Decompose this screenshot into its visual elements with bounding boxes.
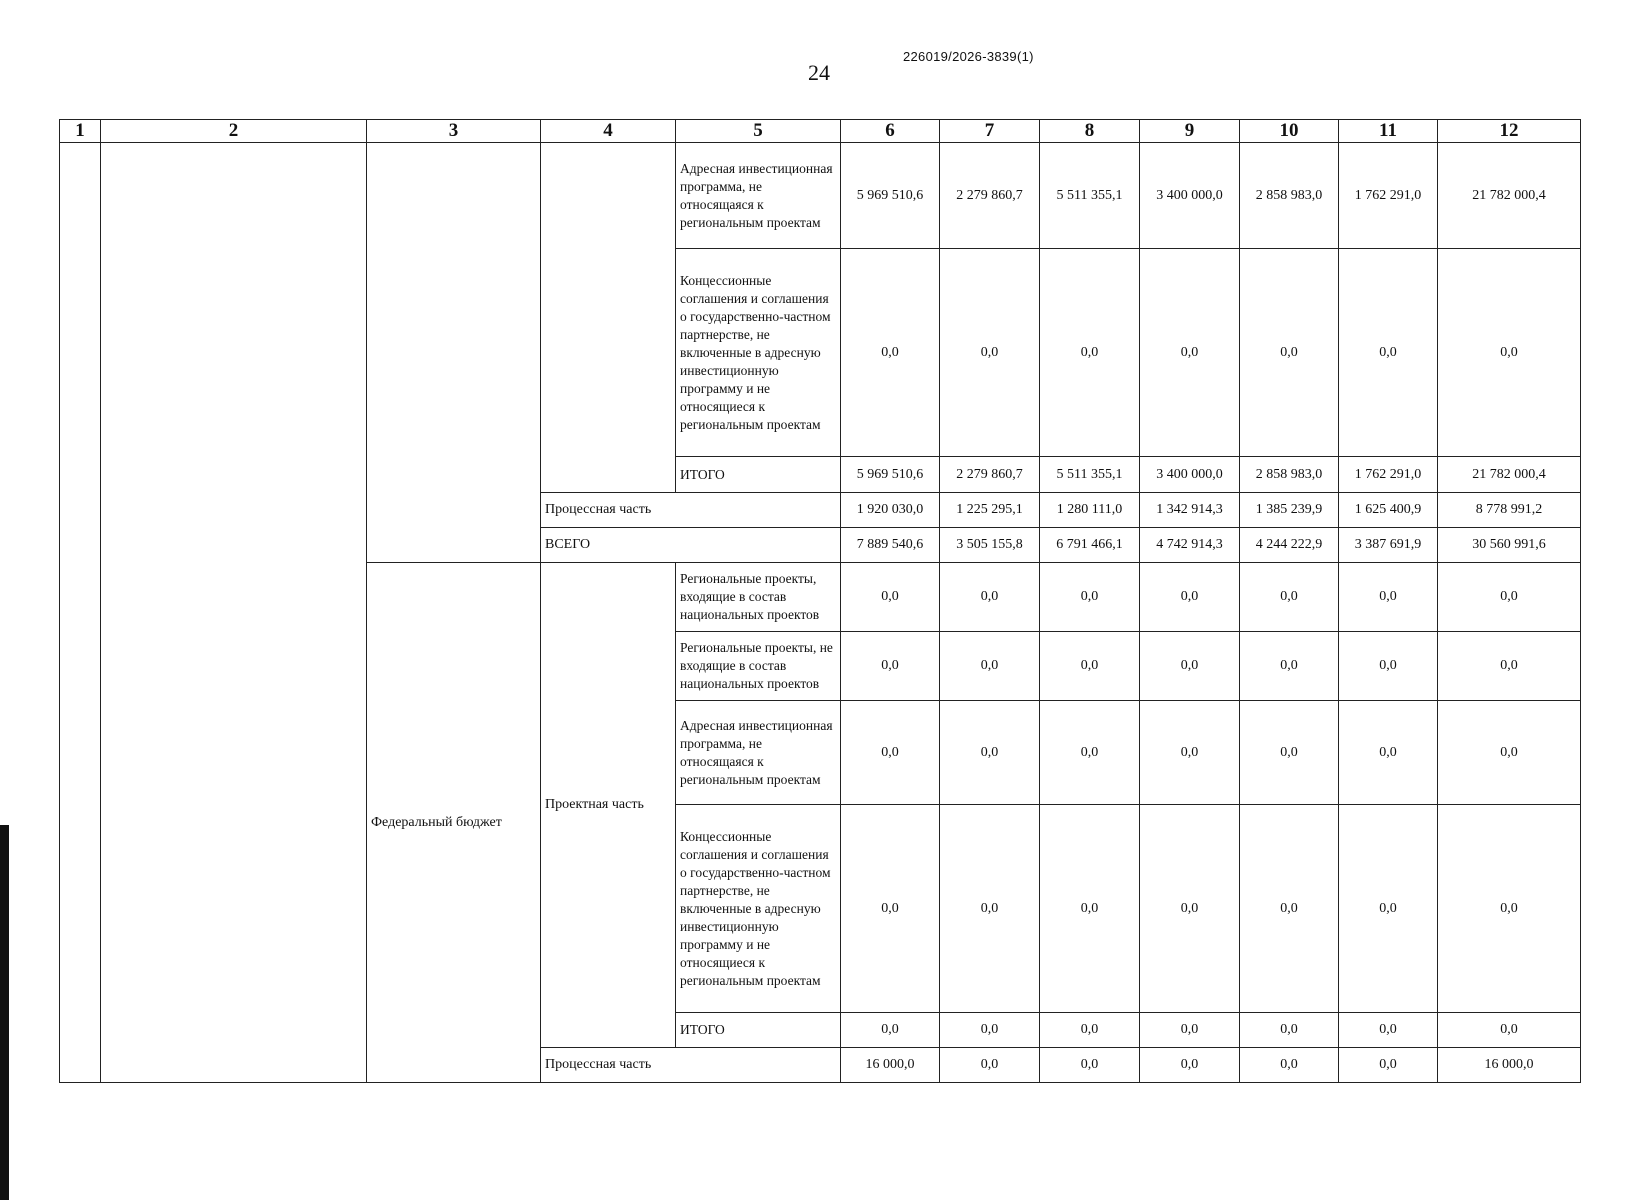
value-cell: 0,0 [940, 1013, 1040, 1048]
value-cell: 1 920 030,0 [841, 493, 940, 528]
column-number: 12 [1438, 120, 1581, 143]
value-cell: 2 858 983,0 [1240, 457, 1339, 493]
value-cell: 6 791 466,1 [1040, 528, 1140, 563]
value-cell: 1 762 291,0 [1339, 457, 1438, 493]
value-cell: 2 279 860,7 [940, 143, 1040, 249]
value-cell: 5 511 355,1 [1040, 457, 1140, 493]
value-cell: 0,0 [940, 632, 1040, 701]
value-cell: 0,0 [1339, 563, 1438, 632]
value-cell: 0,0 [1240, 1048, 1339, 1083]
value-cell: 0,0 [1240, 805, 1339, 1013]
row-label: ВСЕГО [541, 528, 841, 563]
row-label: Региональные проекты, входящие в состав национальных проектов [676, 563, 841, 632]
value-cell: 4 244 222,9 [1240, 528, 1339, 563]
value-cell: 5 969 510,6 [841, 143, 940, 249]
value-cell: 0,0 [1240, 1013, 1339, 1048]
value-cell: 0,0 [1240, 632, 1339, 701]
column-number: 1 [60, 120, 101, 143]
value-cell: 7 889 540,6 [841, 528, 940, 563]
value-cell: 0,0 [1140, 1013, 1240, 1048]
value-cell: 0,0 [1140, 563, 1240, 632]
page-number: 24 [808, 60, 830, 85]
row-label: Процессная часть [541, 1048, 841, 1083]
value-cell: 0,0 [1438, 632, 1581, 701]
column-number-row [60, 120, 1581, 143]
budget-source-cell: Федеральный бюджет [367, 563, 541, 1083]
value-cell: 3 400 000,0 [1140, 457, 1240, 493]
column-number: 6 [841, 120, 940, 143]
value-cell: 0,0 [1040, 1048, 1140, 1083]
value-cell: 0,0 [841, 805, 940, 1013]
value-cell: 0,0 [1438, 563, 1581, 632]
part-cell [541, 143, 676, 493]
value-cell: 2 279 860,7 [940, 457, 1040, 493]
value-cell: 0,0 [1339, 701, 1438, 805]
part-cell: Проектная часть [541, 563, 676, 1048]
value-cell: 0,0 [1140, 249, 1240, 457]
row-label: Концессионные соглашения и соглашения о государственно-частном партнерстве, не включенные в адресную инвестиционную программу и не относящиеся к региональным проектам [676, 249, 841, 457]
value-cell: 0,0 [1339, 805, 1438, 1013]
value-cell: 0,0 [1140, 805, 1240, 1013]
row-label: Процессная часть [541, 493, 841, 528]
value-cell: 0,0 [1438, 1013, 1581, 1048]
value-cell: 0,0 [841, 701, 940, 805]
row-label: Концессионные соглашения и соглашения о государственно-частном партнерстве, не включенные в адресную инвестиционную программу и не относящиеся к региональным проектам [676, 805, 841, 1013]
value-cell: 0,0 [1339, 1048, 1438, 1083]
value-cell: 0,0 [1339, 1013, 1438, 1048]
value-cell: 0,0 [1040, 632, 1140, 701]
column-number: 7 [940, 120, 1040, 143]
value-cell: 0,0 [1140, 701, 1240, 805]
value-cell: 2 858 983,0 [1240, 143, 1339, 249]
program-name-cell [101, 143, 367, 1083]
value-cell: 0,0 [1438, 249, 1581, 457]
row-label: Адресная инвестиционная программа, не относящаяся к региональным проектам [676, 143, 841, 249]
value-cell: 1 342 914,3 [1140, 493, 1240, 528]
value-cell: 5 511 355,1 [1040, 143, 1140, 249]
value-cell: 21 782 000,4 [1438, 143, 1581, 249]
value-cell: 16 000,0 [1438, 1048, 1581, 1083]
value-cell: 0,0 [1040, 249, 1140, 457]
value-cell: 1 385 239,9 [1240, 493, 1339, 528]
value-cell: 0,0 [1240, 563, 1339, 632]
table-row [60, 143, 1581, 249]
row-label: ИТОГО [676, 457, 841, 493]
value-cell: 0,0 [940, 563, 1040, 632]
value-cell: 0,0 [841, 1013, 940, 1048]
value-cell: 0,0 [1040, 1013, 1140, 1048]
row-label: Адресная инвестиционная программа, не относящаяся к региональным проектам [676, 701, 841, 805]
value-cell: 0,0 [940, 1048, 1040, 1083]
value-cell: 0,0 [1140, 632, 1240, 701]
value-cell: 0,0 [940, 701, 1040, 805]
value-cell: 8 778 991,2 [1438, 493, 1581, 528]
document-id: 226019/2026-3839(1) [903, 49, 1034, 64]
value-cell: 16 000,0 [841, 1048, 940, 1083]
value-cell: 30 560 991,6 [1438, 528, 1581, 563]
value-cell: 0,0 [1339, 632, 1438, 701]
value-cell: 1 762 291,0 [1339, 143, 1438, 249]
column-number: 8 [1040, 120, 1140, 143]
value-cell: 21 782 000,4 [1438, 457, 1581, 493]
value-cell: 1 225 295,1 [940, 493, 1040, 528]
column-number: 4 [541, 120, 676, 143]
value-cell: 0,0 [841, 249, 940, 457]
row-label: Региональные проекты, не входящие в состав национальных проектов [676, 632, 841, 701]
column-number: 5 [676, 120, 841, 143]
value-cell: 0,0 [1240, 701, 1339, 805]
number-cell [60, 143, 101, 1083]
value-cell: 3 400 000,0 [1140, 143, 1240, 249]
value-cell: 0,0 [841, 632, 940, 701]
value-cell: 4 742 914,3 [1140, 528, 1240, 563]
value-cell: 0,0 [1040, 805, 1140, 1013]
value-cell: 0,0 [841, 563, 940, 632]
value-cell: 3 387 691,9 [1339, 528, 1438, 563]
value-cell: 0,0 [1040, 563, 1140, 632]
value-cell: 0,0 [1040, 701, 1140, 805]
value-cell: 0,0 [1140, 1048, 1240, 1083]
row-label: ИТОГО [676, 1013, 841, 1048]
value-cell: 0,0 [940, 249, 1040, 457]
column-number: 3 [367, 120, 541, 143]
column-number: 11 [1339, 120, 1438, 143]
value-cell: 1 625 400,9 [1339, 493, 1438, 528]
value-cell: 5 969 510,6 [841, 457, 940, 493]
budget-source-cell [367, 143, 541, 563]
column-number: 10 [1240, 120, 1339, 143]
value-cell: 0,0 [1240, 249, 1339, 457]
column-number: 2 [101, 120, 367, 143]
value-cell: 3 505 155,8 [940, 528, 1040, 563]
value-cell: 0,0 [940, 805, 1040, 1013]
value-cell: 0,0 [1438, 701, 1581, 805]
column-number: 9 [1140, 120, 1240, 143]
value-cell: 0,0 [1339, 249, 1438, 457]
value-cell: 1 280 111,0 [1040, 493, 1140, 528]
budget-table [59, 119, 1581, 1083]
value-cell: 0,0 [1438, 805, 1581, 1013]
scan-edge-mark [0, 825, 9, 1200]
